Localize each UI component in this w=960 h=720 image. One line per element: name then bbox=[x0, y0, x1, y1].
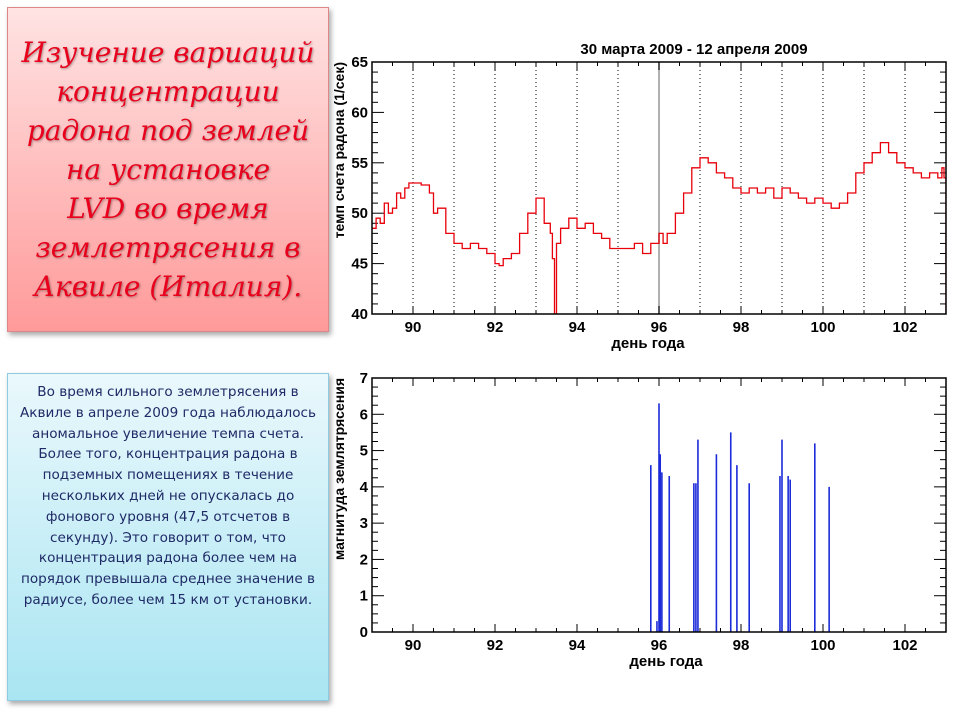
y-tick-label: 60 bbox=[351, 104, 368, 122]
x-tick-label: 100 bbox=[810, 637, 836, 654]
x-tick-label: 94 bbox=[568, 319, 586, 336]
y-tick-label: 3 bbox=[359, 515, 368, 533]
y-axis-label: темп счета радона (1/сек) bbox=[331, 62, 347, 239]
y-tick-label: 7 bbox=[359, 370, 368, 387]
title-panel bbox=[7, 7, 329, 332]
slide-title: Изучение вариаций концентрации радона под землей на установке LVD во время землетрясения в Аквиле (Италия). bbox=[21, 36, 315, 303]
y-tick-label: 2 bbox=[359, 551, 368, 569]
y-tick-label: 0 bbox=[359, 624, 368, 641]
radon-rate-chart bbox=[330, 34, 960, 354]
x-tick-label: 90 bbox=[404, 319, 422, 336]
x-tick-label: 98 bbox=[732, 319, 750, 336]
x-axis-label: день года bbox=[611, 335, 685, 352]
y-tick-label: 50 bbox=[351, 205, 368, 223]
x-tick-label: 102 bbox=[892, 319, 918, 336]
description-text: Во время сильного землетрясения в Аквиле в апреле 2009 года наблюдалось аномальное увеличение темпа счета. Более того, концентрация радона в подземных помещениях в течение нескольких дней не опускалась до фонового уровня (47,5 отсчетов в секунду). Это говорит о том, что концентрация радона более чем на порядок превышала среднее значение в радиусе, более чем 15 км от установки. bbox=[19, 384, 317, 608]
chart-title: 30 марта 2009 - 12 апреля 2009 bbox=[580, 41, 808, 58]
y-tick-label: 40 bbox=[351, 306, 368, 323]
x-tick-label: 92 bbox=[486, 637, 504, 654]
x-tick-label: 102 bbox=[892, 637, 918, 654]
y-axis-label: магнитуда землятрясения bbox=[331, 378, 347, 561]
y-tick-label: 4 bbox=[359, 478, 368, 496]
y-tick-label: 5 bbox=[359, 442, 368, 460]
y-tick-label: 65 bbox=[351, 54, 368, 71]
x-tick-label: 100 bbox=[810, 319, 836, 336]
x-axis-label: день года bbox=[629, 653, 703, 670]
description-panel bbox=[7, 373, 329, 701]
x-tick-label: 90 bbox=[404, 637, 422, 654]
x-tick-label: 94 bbox=[568, 637, 586, 654]
x-tick-label: 98 bbox=[732, 637, 750, 654]
earthquake-magnitude-chart bbox=[330, 368, 960, 673]
x-tick-label: 96 bbox=[650, 319, 668, 336]
y-tick-label: 6 bbox=[359, 406, 368, 424]
x-tick-label: 96 bbox=[650, 637, 668, 654]
y-tick-label: 55 bbox=[351, 154, 368, 172]
x-tick-label: 92 bbox=[486, 319, 504, 336]
y-tick-label: 45 bbox=[351, 255, 368, 273]
y-tick-label: 1 bbox=[359, 587, 368, 605]
